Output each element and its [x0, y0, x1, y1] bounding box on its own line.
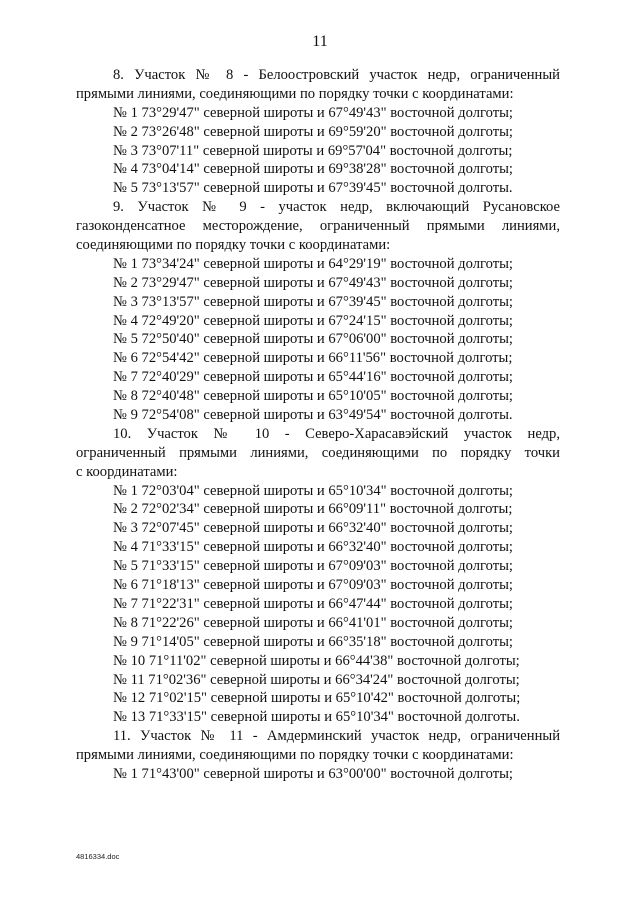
- coordinate-point-line: № 5 72°50'40" северной широты и 67°06'00" восточной долготы;: [113, 331, 513, 348]
- coordinate-point-line: № 1 72°03'04" северной широты и 65°10'34" восточной долготы;: [113, 482, 513, 499]
- coordinate-point-line: № 11 71°02'36" северной широты и 66°34'24" восточной долготы;: [113, 671, 520, 688]
- coordinate-point-line: № 2 73°29'47" северной широты и 67°49'43" восточной долготы;: [113, 274, 513, 291]
- coordinate-point-line: № 1 71°43'00" северной широты и 63°00'00" восточной долготы;: [113, 765, 513, 782]
- section-heading-line: 8. Участок № 8 - Белоостровский участок недр, ограниченный: [113, 67, 560, 83]
- coordinate-point-line: № 4 72°49'20" северной широты и 67°24'15" восточной долготы;: [113, 312, 513, 329]
- coordinate-point-line: № 3 73°13'57" северной широты и 67°39'45" восточной долготы;: [113, 293, 513, 310]
- coordinate-point-line: № 2 73°26'48" северной широты и 69°59'20" восточной долготы;: [113, 123, 513, 140]
- coordinate-point-line: № 7 71°22'31" северной широты и 66°47'44" восточной долготы;: [113, 595, 513, 612]
- paragraph-line: газоконденсатное месторождение, ограниченный прямыми линиями,: [76, 218, 560, 235]
- coordinate-point-line: № 4 73°04'14" северной широты и 69°38'28" восточной долготы;: [113, 161, 513, 178]
- coordinate-point-line: № 8 71°22'26" северной широты и 66°41'01" восточной долготы;: [113, 614, 513, 631]
- paragraph-line: с координатами:: [76, 463, 178, 480]
- paragraph-line: прямыми линиями, соединяющими по порядку точки с координатами:: [76, 747, 514, 764]
- coordinate-point-line: № 10 71°11'02" северной широты и 66°44'38" восточной долготы;: [113, 652, 520, 669]
- coordinate-point-line: № 5 73°13'57" северной широты и 67°39'45" восточной долготы.: [113, 180, 513, 197]
- footer-file-code: 4816334.doc: [76, 852, 120, 861]
- coordinate-point-line: № 8 72°40'48" северной широты и 65°10'05" восточной долготы;: [113, 388, 513, 405]
- coordinate-point-line: № 3 72°07'45" северной широты и 66°32'40" восточной долготы;: [113, 520, 513, 537]
- page-number: 11: [312, 33, 328, 50]
- coordinate-point-line: № 5 71°33'15" северной широты и 67°09'03" восточной долготы;: [113, 558, 513, 575]
- coordinate-point-line: № 1 73°29'47" северной широты и 67°49'43" восточной долготы;: [113, 104, 513, 121]
- section-heading-line: 11. Участок № 11 - Амдерминский участок недр, ограниченный: [113, 728, 560, 745]
- document-body: [76, 66, 560, 784]
- coordinate-point-line: № 4 71°33'15" северной широты и 66°32'40" восточной долготы;: [113, 539, 513, 556]
- paragraph-line: ограниченный прямыми линиями, соединяющими по порядку точки: [76, 444, 560, 461]
- coordinate-point-line: № 9 71°14'05" северной широты и 66°35'18" восточной долготы;: [113, 633, 513, 650]
- coordinate-point-line: № 2 72°02'34" северной широты и 66°09'11" восточной долготы;: [113, 501, 513, 518]
- coordinate-point-line: № 13 71°33'15" северной широты и 65°10'34" восточной долготы.: [113, 709, 520, 726]
- coordinate-point-line: № 1 73°34'24" северной широты и 64°29'19" восточной долготы;: [113, 255, 513, 272]
- coordinate-point-line: № 7 72°40'29" северной широты и 65°44'16" восточной долготы;: [113, 369, 513, 386]
- paragraph-line: прямыми линиями, соединяющими по порядку точки с координатами:: [76, 85, 514, 102]
- coordinate-point-line: № 6 71°18'13" северной широты и 67°09'03" восточной долготы;: [113, 577, 513, 594]
- coordinate-point-line: № 12 71°02'15" северной широты и 65°10'42" восточной долготы;: [113, 690, 521, 707]
- coordinate-point-line: № 3 73°07'11" северной широты и 69°57'04" восточной долготы;: [113, 142, 513, 159]
- section-heading-line: 9. Участок № 9 - участок недр, включающий Русановское: [113, 199, 560, 216]
- coordinate-point-line: № 9 72°54'08" северной широты и 63°49'54" восточной долготы.: [113, 407, 513, 424]
- paragraph-line: соединяющими по порядку точки с координатами:: [76, 237, 391, 254]
- section-heading-line: 10. Участок № 10 - Северо-Харасавэйский участок недр,: [113, 425, 560, 442]
- coordinate-point-line: № 6 72°54'42" северной широты и 66°11'56" восточной долготы;: [113, 350, 513, 367]
